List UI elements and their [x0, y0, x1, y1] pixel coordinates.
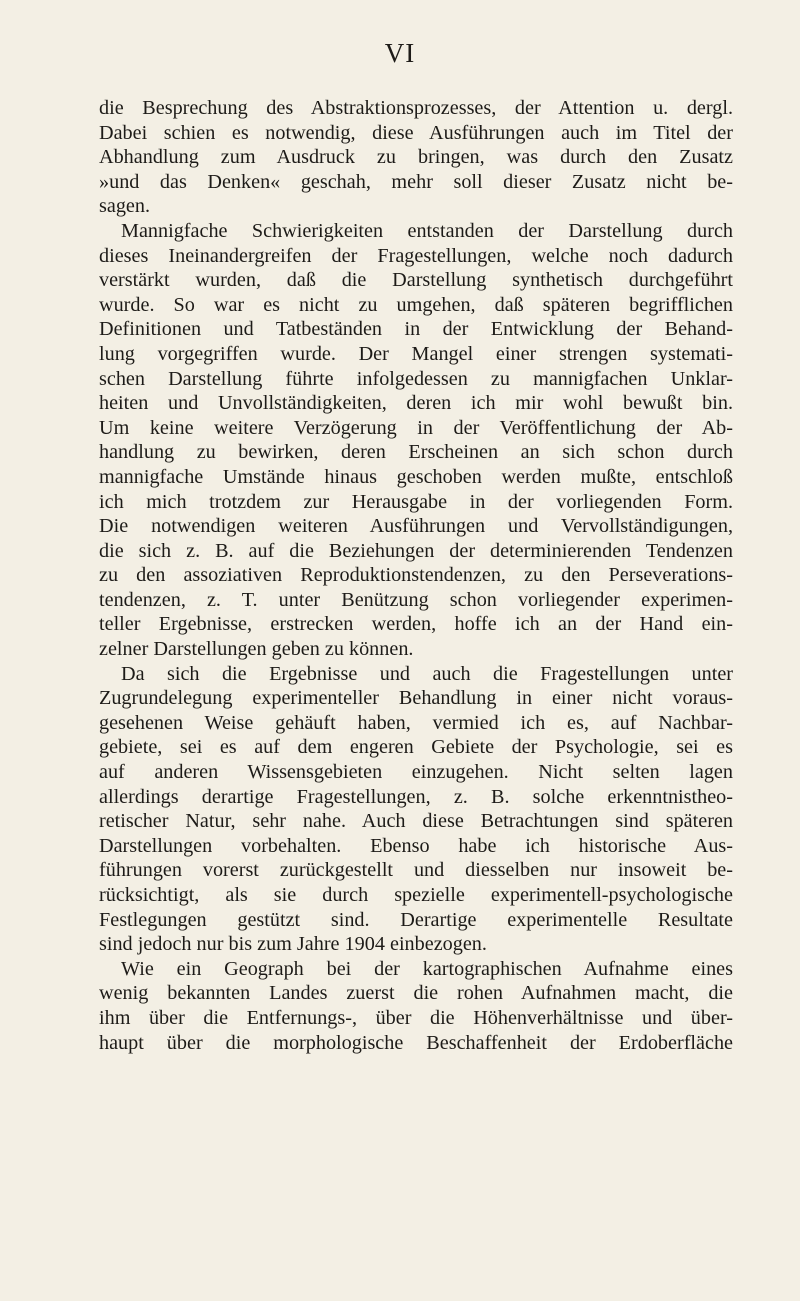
text-line: Dabei schien es notwendig, diese Ausführungen auch im Titel der [99, 121, 733, 144]
text-line: schen Darstellung führte infolgedessen zu mannigfachen Unklar- [99, 367, 733, 390]
text-line: Mannigfache Schwierigkeiten entstanden der Darstellung durch [121, 219, 733, 242]
text-line: Da sich die Ergebnisse und auch die Fragestellungen unter [121, 662, 733, 685]
text-line: teller Ergebnisse, erstrecken werden, hoffe ich an der Hand ein- [99, 613, 733, 636]
text-line: auf anderen Wissensgebieten einzugehen. Nicht selten lagen [99, 761, 733, 784]
text-line: gesehenen Weise gehäuft haben, vermied ich es, auf Nachbar- [99, 711, 733, 734]
text-line: ihm über die Entfernungs-, über die Höhenverhältnisse und über- [99, 1006, 733, 1029]
text-line: zu den assoziativen Reproduktionstendenzen, zu den Perseverations- [99, 564, 733, 587]
body-text [99, 96, 733, 1055]
text-line: Darstellungen vorbehalten. Ebenso habe ich historische Aus- [99, 834, 733, 857]
text-line: gebiete, sei es auf dem engeren Gebiete der Psychologie, sei es [99, 736, 733, 759]
text-line: Wie ein Geograph bei der kartographischen Aufnahme eines [121, 957, 733, 980]
text-line: lung vorgegriffen wurde. Der Mangel einer strengen systemati- [99, 342, 733, 365]
text-line: zelner Darstellungen geben zu können. [99, 638, 414, 661]
text-line: »und das Denken« geschah, mehr soll dieser Zusatz nicht be- [99, 170, 733, 193]
text-line: mannigfache Umstände hinaus geschoben werden mußte, entschloß [99, 465, 733, 488]
page-number: VI [384, 38, 416, 68]
text-line: retischer Natur, sehr nahe. Auch diese Betrachtungen sind späteren [99, 810, 733, 833]
text-line: Abhandlung zum Ausdruck zu bringen, was durch den Zusatz [99, 146, 733, 169]
text-line: verstärkt wurden, daß die Darstellung synthetisch durchgeführt [99, 269, 733, 292]
text-line: allerdings derartige Fragestellungen, z. B. solche erkenntnistheo- [99, 785, 733, 808]
text-line: Festlegungen gestützt sind. Derartige experimentelle Resultate [99, 908, 733, 931]
text-line: führungen vorerst zurückgestellt und diesselben nur insoweit be- [99, 859, 733, 882]
text-line: haupt über die morphologische Beschaffenheit der Erdoberfläche [99, 1031, 733, 1054]
text-line: Definitionen und Tatbeständen in der Entwicklung der Behand- [99, 318, 733, 341]
text-line: die sich z. B. auf die Beziehungen der determinierenden Tendenzen [99, 539, 733, 562]
text-line: sind jedoch nur bis zum Jahre 1904 einbezogen. [99, 933, 487, 956]
text-line: ich mich trotzdem zur Herausgabe in der vorliegenden Form. [99, 490, 733, 513]
text-line: sagen. [99, 195, 151, 218]
text-line: Zugrundelegung experimenteller Behandlung in einer nicht voraus- [99, 687, 733, 710]
text-line: wenig bekannten Landes zuerst die rohen Aufnahmen macht, die [99, 982, 733, 1005]
text-line: die Besprechung des Abstraktionsprozesses, der Attention u. dergl. [99, 97, 733, 119]
text-line: rücksichtigt, als sie durch spezielle experimentell-psychologische [99, 884, 733, 906]
text-line: Um keine weitere Verzögerung in der Veröffentlichung der Ab- [99, 416, 733, 439]
text-line: heiten und Unvollständigkeiten, deren ich mir wohl bewußt bin. [99, 392, 733, 415]
text-line: wurde. So war es nicht zu umgehen, daß späteren begrifflichen [99, 293, 733, 316]
text-line: handlung zu bewirken, deren Erscheinen an sich schon durch [99, 441, 733, 464]
text-line: tendenzen, z. T. unter Benützung schon vorliegender experimen- [99, 588, 733, 611]
text-line: dieses Ineinandergreifen der Fragestellungen, welche noch dadurch [99, 244, 733, 267]
text-line: Die notwendigen weiteren Ausführungen und Vervollständigungen, [99, 515, 733, 538]
